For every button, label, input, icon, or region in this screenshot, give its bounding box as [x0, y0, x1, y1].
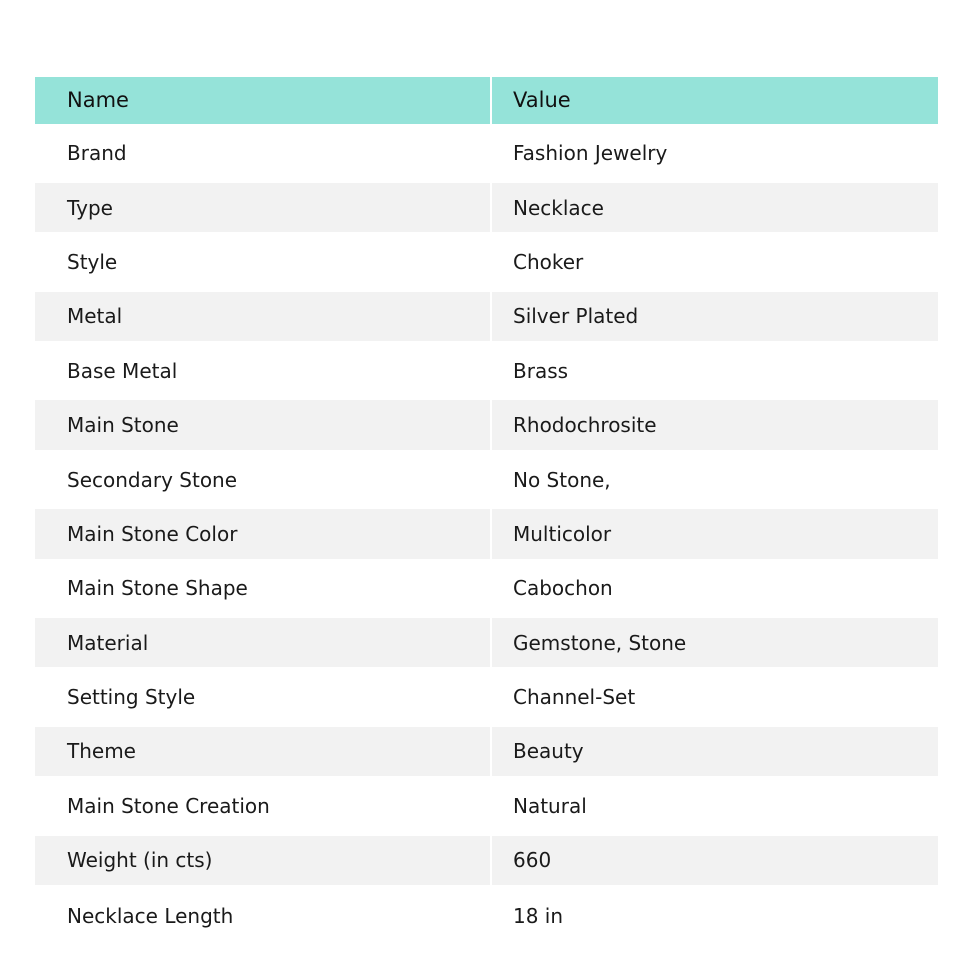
- spec-table: [35, 77, 938, 942]
- name-column-header: Name: [35, 77, 491, 126]
- row-value-cell: 660: [491, 833, 938, 887]
- table-row: [35, 887, 938, 941]
- row-value-cell: Cabochon: [491, 561, 938, 615]
- row-value-cell: Rhodochrosite: [491, 398, 938, 452]
- row-name-cell: Main Stone Creation: [35, 779, 491, 833]
- row-value-cell: Brass: [491, 344, 938, 398]
- row-name-cell: Style: [35, 235, 491, 289]
- table-row: [35, 670, 938, 724]
- table-row: [35, 452, 938, 506]
- table-row: [35, 180, 938, 234]
- row-value-cell: No Stone,: [491, 452, 938, 506]
- row-name-cell: Secondary Stone: [35, 452, 491, 506]
- table-body: [35, 126, 938, 942]
- row-name-cell: Main Stone Color: [35, 507, 491, 561]
- row-value-cell: Fashion Jewelry: [491, 126, 938, 180]
- row-value-cell: Beauty: [491, 724, 938, 778]
- table-row: [35, 833, 938, 887]
- row-name-cell: Base Metal: [35, 344, 491, 398]
- row-value-cell: Necklace: [491, 180, 938, 234]
- table-row: [35, 344, 938, 398]
- table-row: [35, 235, 938, 289]
- table-row: [35, 507, 938, 561]
- row-name-cell: Brand: [35, 126, 491, 180]
- table-row: [35, 616, 938, 670]
- row-name-cell: Main Stone Shape: [35, 561, 491, 615]
- row-name-cell: Type: [35, 180, 491, 234]
- table-row: [35, 126, 938, 180]
- row-name-cell: Theme: [35, 724, 491, 778]
- row-value-cell: Choker: [491, 235, 938, 289]
- table-row: [35, 724, 938, 778]
- row-name-cell: Metal: [35, 289, 491, 343]
- row-value-cell: Channel-Set: [491, 670, 938, 724]
- value-column-header: Value: [513, 88, 571, 113]
- table-row: [35, 779, 938, 833]
- row-name-cell: Setting Style: [35, 670, 491, 724]
- row-name-cell: Material: [35, 616, 491, 670]
- row-name-cell: Weight (in cts): [35, 833, 491, 887]
- header-row: [35, 77, 938, 126]
- row-value-cell: Silver Plated: [491, 289, 938, 343]
- table-row: [35, 561, 938, 615]
- table-row: [35, 289, 938, 343]
- table-header: [35, 77, 938, 126]
- row-value-cell: 18 in: [491, 887, 938, 941]
- row-value-cell: Multicolor: [491, 507, 938, 561]
- row-name-cell: Main Stone: [35, 398, 491, 452]
- row-value-cell: Natural: [491, 779, 938, 833]
- row-value-cell: Gemstone, Stone: [491, 616, 938, 670]
- row-name-cell: Necklace Length: [35, 887, 491, 941]
- table-row: [35, 398, 938, 452]
